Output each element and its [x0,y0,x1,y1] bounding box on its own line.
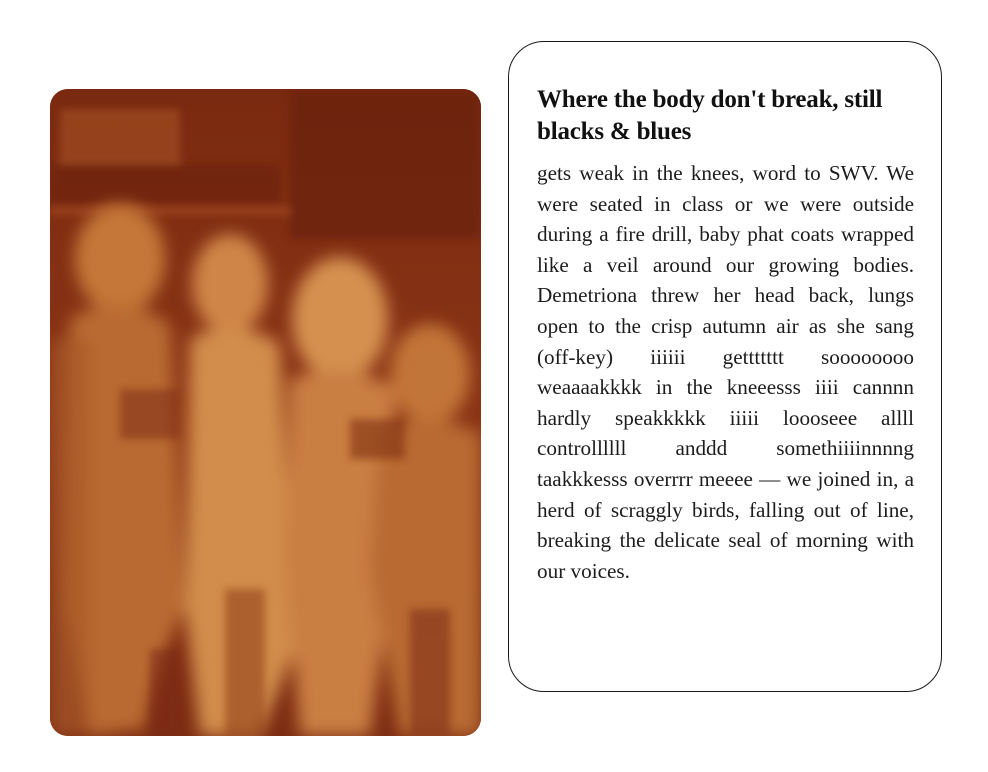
text-card [508,41,942,692]
card-title: Where the body don't break, still blacks & blues [537,86,883,145]
group-photo [50,89,481,736]
photo-negative-icon [50,89,481,736]
card-body-text: gets weak in the knees, word to SWV. We were seated in class or we were outside during a fire drill, baby phat coats wrapped like a veil around our growing bodies. Demetriona threw her head back, lungs open to the crisp autumn air as she sang (off-key) iiiiii gettttttt soooooooo weaaaakkkk in the kneeesss iiii cannnn hardly speakkkkk iiiii loooseee allll controllllll anddd somethiiiinnnng taakkkesss overrrr meeee — we joined in, a herd of scraggly birds, falling out of line, breaking the delicate seal of morning with our voices. [537,161,914,583]
